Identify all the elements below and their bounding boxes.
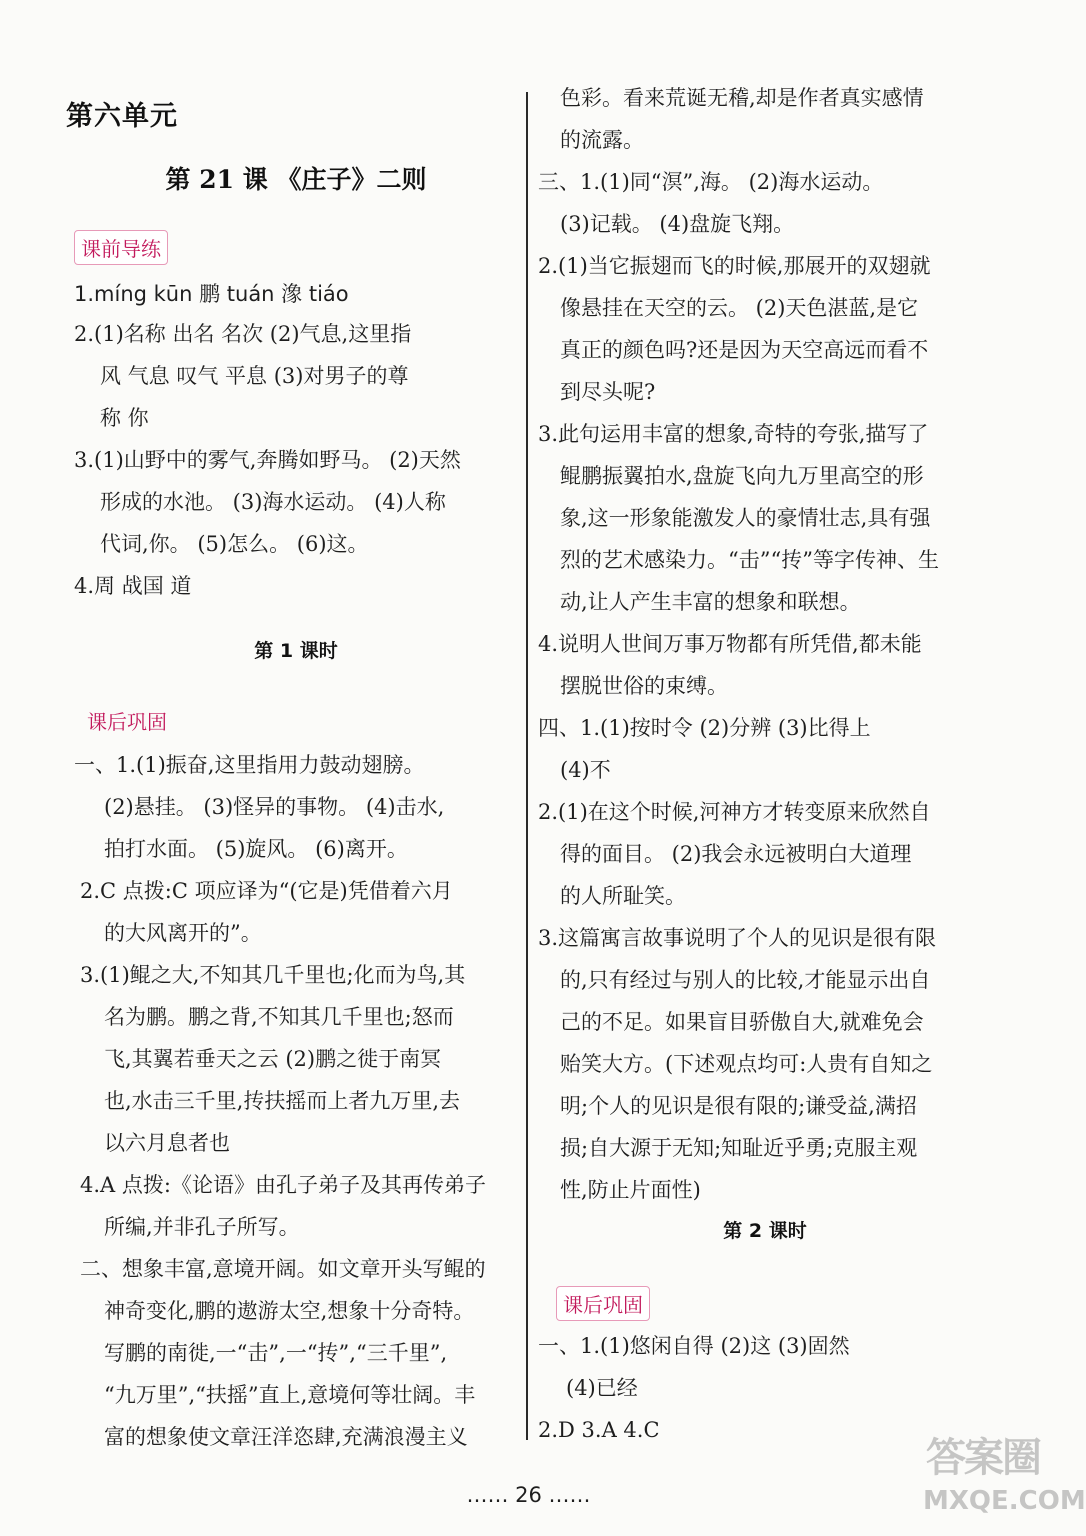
left-post-line: 神奇变化,鹏的遨游太空,想象十分奇特。	[104, 1299, 475, 1323]
watermark-logo	[923, 1426, 1086, 1526]
right-line: 得的面目。 (2)我会永远被明白大道理	[560, 842, 912, 866]
left-post-line: 2.C 点拨:C 项应译为“(它是)凭借着六月	[80, 879, 453, 903]
lesson-title: 第 21 课 《庄子》二则	[165, 165, 427, 194]
page-number: …… 26 ……	[466, 1483, 591, 1507]
section-tag-post-practice-2: 课后巩固	[556, 1286, 650, 1321]
right-line: 真正的颜色吗?还是因为天空高远而看不	[560, 338, 929, 362]
right-line: 己的不足。如果盲目骄傲自大,就难免会	[560, 1010, 924, 1034]
right-line: 烈的艺术感染力。“击”“抟”等字传神、生	[560, 548, 939, 572]
left-post-line: 二、想象丰富,意境开阔。如文章开头写鲲的	[80, 1257, 486, 1281]
section-tag-pre-practice: 课前导练	[74, 230, 168, 265]
right-line: 2.(1)当它振翅而飞的时候,那展开的双翅就	[538, 254, 931, 278]
right-line: 明;个人的见识是很有限的;谦受益,满招	[560, 1094, 917, 1118]
right-line: 摆脱世俗的束缚。	[560, 674, 728, 698]
right-line: 的,只有经过与别人的比较,才能显示出自	[560, 968, 931, 992]
right-line: 动,让人产生丰富的想象和联想。	[560, 590, 861, 614]
right-line: 象,这一形象能激发人的豪情壮志,具有强	[560, 506, 931, 530]
right-line: (3)记载。 (4)盘旋飞翔。	[560, 212, 795, 236]
left-post-line: 拍打水面。 (5)旋风。 (6)离开。	[104, 837, 408, 861]
sub-title-period-2: 第 2 课时	[723, 1220, 807, 1242]
right-line: 性,防止片面性)	[560, 1178, 701, 1202]
right-line: 2.(1)在这个时候,河神方才转变原来欣然自	[538, 800, 931, 824]
left-pre-line: 风 气息 叹气 平息 (3)对男子的尊	[100, 364, 409, 388]
right-post-line: (4)已经	[566, 1376, 638, 1400]
watermark-bottom-text: MXQE.COM	[923, 1486, 1086, 1516]
right-line: 鲲鹏振翼拍水,盘旋飞向九万里高空的形	[560, 464, 924, 488]
right-line: 到尽头呢?	[560, 380, 656, 404]
left-post-line: (2)悬挂。 (3)怪异的事物。 (4)击水,	[104, 795, 445, 819]
unit-title: 第六单元	[66, 101, 178, 132]
right-post-line: 一、1.(1)悠闲自得 (2)这 (3)固然	[538, 1334, 850, 1358]
right-line: 色彩。看来荒诞无稽,却是作者真实感情	[560, 86, 924, 110]
left-pre-line: 3.(1)山野中的雾气,奔腾如野马。 (2)天然	[74, 448, 461, 472]
right-line: (4)不	[560, 758, 611, 782]
left-post-line: 也,水击三千里,抟扶摇而上者九万里,去	[104, 1089, 461, 1113]
left-post-line: 一、1.(1)振奋,这里指用力鼓动翅膀。	[74, 753, 425, 777]
right-line: 3.这篇寓言故事说明了个人的见识是很有限	[538, 926, 937, 950]
left-post-line: 写鹏的南徙,一“击”,一“抟”,“三千里”,	[104, 1341, 448, 1365]
left-post-line: 名为鹏。鹏之背,不知其几千里也;怒而	[104, 1005, 454, 1029]
left-post-line: “九万里”,“扶摇”直上,意境何等壮阔。丰	[104, 1383, 476, 1407]
left-post-line: 的大风离开的”。	[104, 921, 262, 945]
left-pre-line: 代词,你。 (5)怎么。 (6)这。	[100, 532, 369, 556]
left-post-line: 4.A 点拨:《论语》由孔子弟子及其再传弟子	[80, 1173, 486, 1197]
right-line: 的流露。	[560, 128, 644, 152]
right-line: 三、1.(1)同“溟”,海。 (2)海水运动。	[538, 170, 884, 194]
right-line: 的人所耻笑。	[560, 884, 686, 908]
left-post-line: 3.(1)鲲之大,不知其几千里也;化而为鸟,其	[80, 963, 466, 987]
right-line: 四、1.(1)按时令 (2)分辨 (3)比得上	[538, 716, 871, 740]
left-pinyin-line: 1.míng kūn 鹏 tuán 潒 tiáo	[74, 282, 349, 306]
section-tag-post-practice: 课后巩固	[87, 710, 167, 734]
left-post-line: 所编,并非孔子所写。	[104, 1215, 300, 1239]
right-line: 3.此句运用丰富的想象,奇特的夸张,描写了	[538, 422, 929, 446]
left-pre-line: 4.周 战国 道	[74, 574, 192, 598]
right-line: 像悬挂在天空的云。 (2)天色湛蓝,是它	[560, 296, 919, 320]
right-line: 贻笑大方。(下述观点均可:人贵有自知之	[560, 1052, 933, 1076]
left-pre-line: 称 你	[100, 406, 149, 430]
left-pre-line: 2.(1)名称 出名 名次 (2)气息,这里指	[74, 322, 412, 346]
right-line: 损;自大源于无知;知耻近乎勇;克服主观	[560, 1136, 918, 1160]
column-divider	[526, 92, 528, 1440]
watermark-top-text: 答案圈	[926, 1435, 1040, 1481]
left-post-line: 富的想象使文章汪洋恣肆,充满浪漫主义	[104, 1425, 468, 1449]
left-pre-line: 形成的水池。 (3)海水运动。 (4)人称	[100, 490, 446, 514]
left-post-line: 飞,其翼若垂天之云 (2)鹏之徙于南冥	[104, 1047, 442, 1071]
left-post-line: 以六月息者也	[104, 1131, 230, 1155]
right-post-line: 2.D 3.A 4.C	[538, 1418, 660, 1442]
sub-title-period-1: 第 1 课时	[254, 640, 338, 662]
right-line: 4.说明人世间万事万物都有所凭借,都未能	[538, 632, 922, 656]
